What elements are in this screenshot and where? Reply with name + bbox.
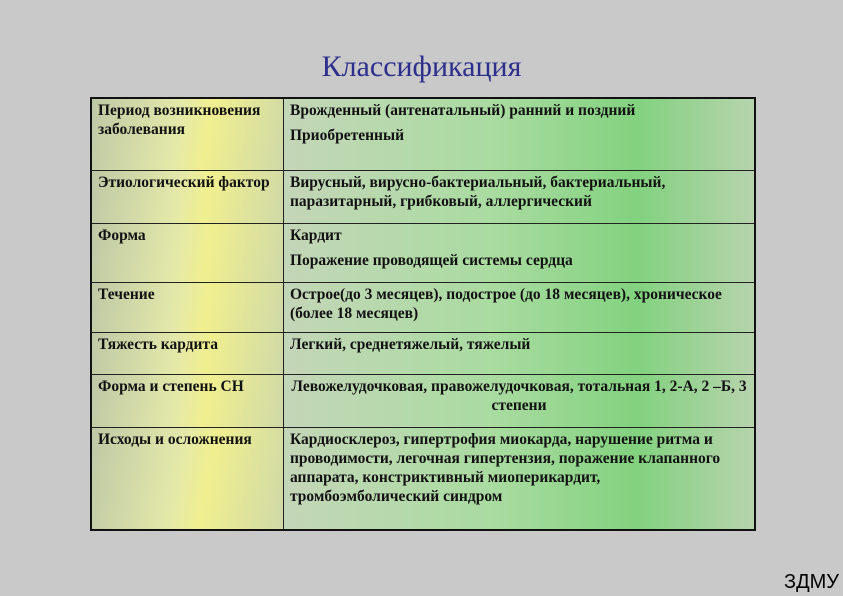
row-value	[284, 374, 756, 427]
row-value-line: Кардит	[290, 226, 342, 244]
row-label: Форма и степень СН	[91, 374, 284, 427]
row-label: Форма	[91, 223, 284, 282]
row-label: Течение	[91, 282, 284, 332]
classification-table	[90, 97, 756, 531]
table-row	[91, 223, 755, 282]
row-value-line: Острое(до 3 месяцев), подострое (до 18 месяцев), хроническое (более 18 месяцев)	[290, 285, 722, 322]
row-value-line: Легкий, среднетяжелый, тяжелый	[290, 335, 531, 353]
row-value	[284, 332, 756, 374]
row-value	[284, 427, 756, 530]
row-label: Этиологический фактор	[91, 170, 284, 223]
table-row	[91, 374, 755, 427]
row-label: Период возникновения заболевания	[91, 98, 284, 170]
row-value-line: Левожелудочковая, правожелудочковая, тотальная 1, 2-А, 2 –Б, 3 степени	[291, 377, 747, 414]
row-value-line: Вирусный, вирусно-бактериальный, бактериальный, паразитарный, грибковый, аллергический	[290, 173, 666, 210]
row-label: Тяжесть кардита	[91, 332, 284, 374]
footer-logo-text: ЗДМУ	[784, 571, 839, 593]
table-row	[91, 282, 755, 332]
row-value-line: Кардиосклероз, гипертрофия миокарда, нарушение ритма и проводимости, легочная гипертензия, поражение клапанного аппарата, констриктивный миоперикардит, тромбоэмболический синдром	[290, 430, 721, 505]
row-label: Исходы и осложнения	[91, 427, 284, 530]
table-row	[91, 98, 755, 170]
row-value-line: Приобретенный	[290, 127, 404, 144]
row-value	[284, 282, 756, 332]
row-value-line: Поражение проводящей системы сердца	[290, 251, 573, 269]
page-title: Классификация	[321, 50, 522, 83]
row-value	[284, 170, 756, 223]
row-value	[284, 223, 756, 282]
row-value	[284, 98, 756, 170]
table-row	[91, 332, 755, 374]
row-value-line: Врожденный (антенатальный) ранний и поздний	[290, 102, 636, 119]
table-row	[91, 170, 755, 223]
table-row	[91, 427, 755, 530]
